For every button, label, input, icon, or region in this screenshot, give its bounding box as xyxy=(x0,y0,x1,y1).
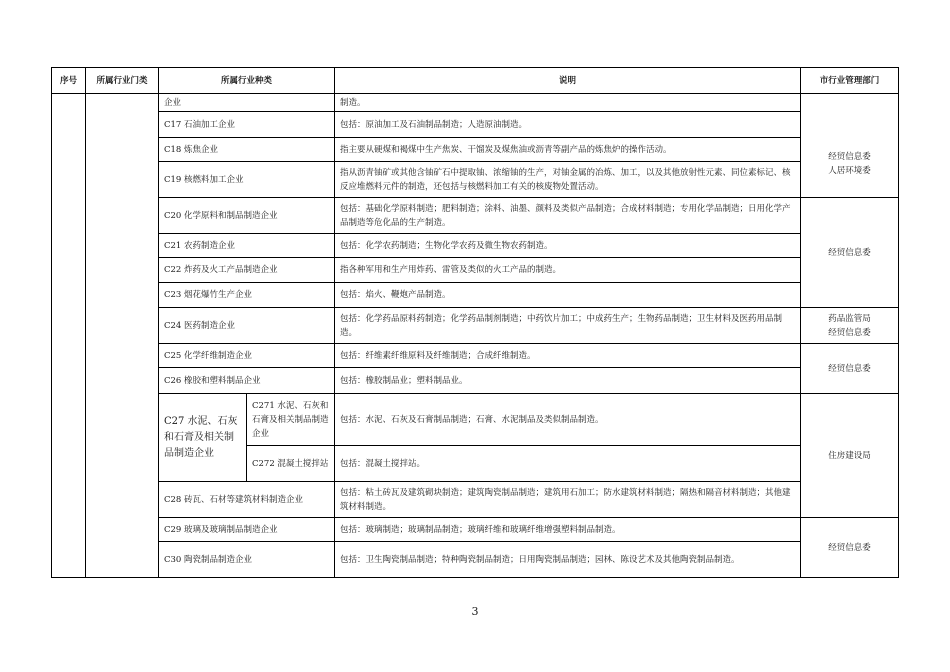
description-cell: 包括：焰火、鞭炮产品制造。 xyxy=(335,283,801,308)
table-header-row xyxy=(52,68,899,94)
table-row xyxy=(52,112,899,138)
table-row xyxy=(52,94,899,112)
dept-cell: 经贸信息委 xyxy=(801,518,899,578)
description-cell: 包括：卫生陶瓷制品制造；特种陶瓷制品制造；日用陶瓷制品制造；园林、陈设艺术及其他陶瓷制品制造。 xyxy=(335,542,801,578)
type-cell: C25 化学纤维制造企业 xyxy=(159,344,335,368)
table-row xyxy=(52,344,899,368)
description-cell: 包括：基础化学原料制造；肥料制造；涂料、油墨、颜料及类似产品制造；合成材料制造；专用化学品制造；日用化学产品制造等危化品的生产制造。 xyxy=(335,198,801,234)
table-row xyxy=(52,482,899,518)
description-cell: 包括：化学农药制造；生物化学农药及微生物农药制造。 xyxy=(335,234,801,258)
header-description: 说明 xyxy=(335,68,801,94)
table-row xyxy=(52,283,899,308)
type-cell: C29 玻璃及玻璃制品制造企业 xyxy=(159,518,335,542)
type-cell: C30 陶瓷制品制造企业 xyxy=(159,542,335,578)
type-cell: C23 烟花爆竹生产企业 xyxy=(159,283,335,308)
table-row xyxy=(52,368,899,394)
description-cell: 包括：粘土砖瓦及建筑砌块制造；建筑陶瓷制品制造；建筑用石加工；防水建筑材料制造；隔热和隔音材料制造；其他建筑材料制造。 xyxy=(335,482,801,518)
type-cell: C21 农药制造企业 xyxy=(159,234,335,258)
description-cell: 包括：水泥、石灰及石膏制品制造；石膏、水泥制品及类似制品制造。 xyxy=(335,394,801,446)
description-cell: 包括：原油加工及石油制品制造；人造原油制造。 xyxy=(335,112,801,138)
type-cell: C20 化学原料和制品制造企业 xyxy=(159,198,335,234)
description-cell: 制造。 xyxy=(335,94,801,112)
header-dept: 市行业管理部门 xyxy=(801,68,899,94)
description-cell: 指各种军用和生产用炸药、雷管及类似的火工产品的制造。 xyxy=(335,258,801,283)
type-cell: C28 砖瓦、石材等建筑材料制造企业 xyxy=(159,482,335,518)
table-row xyxy=(52,308,899,344)
table-row xyxy=(52,162,899,198)
type-cell: C18 炼焦企业 xyxy=(159,138,335,162)
description-cell: 指主要从硬煤和褐煤中生产焦炭、干馏炭及煤焦油或沥青等副产品的炼焦炉的操作活动。 xyxy=(335,138,801,162)
dept-cell: 经贸信息委 xyxy=(801,198,899,308)
type-cell: C26 橡胶和塑料制品企业 xyxy=(159,368,335,394)
header-type: 所属行业种类 xyxy=(159,68,335,94)
type-cell: C22 炸药及火工产品制造企业 xyxy=(159,258,335,283)
table-row xyxy=(52,138,899,162)
subtype-cell: C272 混凝土搅拌站 xyxy=(247,446,335,482)
description-cell: 包括：化学药品原料药制造；化学药品制剂制造；中药饮片加工；中成药生产；生物药品制造；卫生材料及医药用品制造。 xyxy=(335,308,801,344)
subtype-cell: C271 水泥、石灰和石膏及相关制品制造企业 xyxy=(247,394,335,446)
seq-cell xyxy=(52,94,86,578)
dept-cell: 药品监管局 经贸信息委 xyxy=(801,308,899,344)
type-cell: C27 水泥、石灰和石膏及相关制品制造企业 xyxy=(159,394,247,482)
header-seq: 序号 xyxy=(52,68,86,94)
table-row xyxy=(52,394,899,446)
description-cell: 包括：混凝土搅拌站。 xyxy=(335,446,801,482)
industry-table xyxy=(51,67,899,578)
table-row xyxy=(52,542,899,578)
table-row xyxy=(52,258,899,283)
header-category: 所属行业门类 xyxy=(86,68,159,94)
description-cell: 包括：纤维素纤维原料及纤维制造；合成纤维制造。 xyxy=(335,344,801,368)
dept-cell: 经贸信息委 人居环境委 xyxy=(801,94,899,198)
description-cell: 包括：玻璃制造；玻璃制品制造；玻璃纤维和玻璃纤维增强塑料制品制造。 xyxy=(335,518,801,542)
type-cell: C17 石油加工企业 xyxy=(159,112,335,138)
dept-cell: 住房建设局 xyxy=(801,394,899,518)
category-cell xyxy=(86,94,159,578)
type-cell: C19 核燃料加工企业 xyxy=(159,162,335,198)
description-cell: 包括：橡胶制品业；塑料制品业。 xyxy=(335,368,801,394)
page-number: 3 xyxy=(471,605,479,618)
type-cell: 企业 xyxy=(159,94,335,112)
dept-cell: 经贸信息委 xyxy=(801,344,899,394)
table-row xyxy=(52,234,899,258)
type-cell: C24 医药制造企业 xyxy=(159,308,335,344)
description-cell: 指从沥青铀矿或其他含铀矿石中提取铀、浓缩铀的生产，对铀金属的冶炼、加工，以及其他放射性元素、同位素标记、核反应堆燃料元件的制造，还包括与核燃料加工有关的核废物处置活动。 xyxy=(335,162,801,198)
table-row xyxy=(52,518,899,542)
table-row xyxy=(52,198,899,234)
